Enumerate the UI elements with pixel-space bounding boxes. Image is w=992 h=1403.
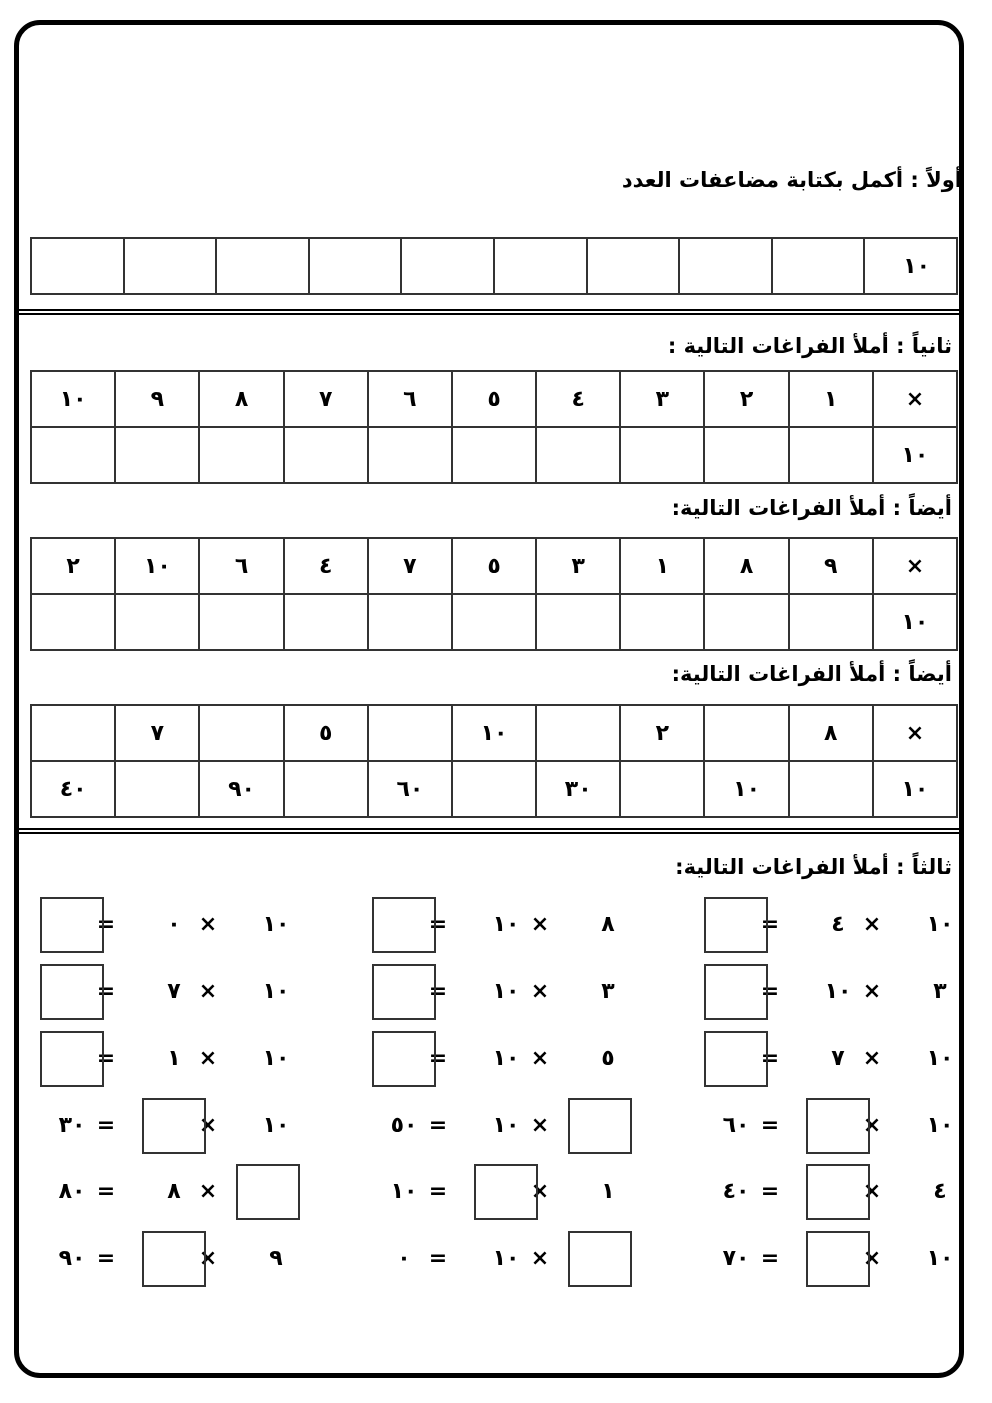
value-cell: ٥	[284, 705, 368, 761]
blank-cell[interactable]	[115, 427, 199, 483]
fill-table-2	[30, 537, 958, 651]
equation-number: ٤	[831, 912, 845, 937]
fill-table-3	[30, 704, 958, 818]
equation-number: ١٠	[492, 1046, 520, 1071]
section5-title: ثالثاً : أملأ الفراغات التالية:	[675, 855, 952, 879]
blank-cell[interactable]	[704, 427, 788, 483]
equation-number: ٨	[167, 1179, 181, 1204]
equation-row	[664, 1031, 964, 1087]
blank-cell[interactable]	[284, 427, 368, 483]
blank-cell[interactable]	[704, 705, 788, 761]
value-cell: ١٠	[873, 427, 957, 483]
equation-number: ٧	[167, 979, 181, 1004]
blank-cell[interactable]	[620, 427, 704, 483]
equation-number: ١٠	[926, 912, 954, 937]
equation-row	[0, 897, 300, 953]
equation-number: ٣	[933, 979, 947, 1004]
equation-number: ١٠	[492, 1113, 520, 1138]
equals-sign: =	[760, 979, 780, 1004]
fill-table-1	[30, 370, 958, 484]
equation-number: ١٠	[926, 1046, 954, 1071]
equals-sign: =	[428, 1179, 448, 1204]
equals-sign: =	[96, 912, 116, 937]
times-sign: ×	[530, 1246, 550, 1271]
equals-sign: =	[760, 1179, 780, 1204]
equation-row	[664, 964, 964, 1020]
equation-number: ٥٠	[390, 1113, 418, 1138]
blank-cell[interactable]	[620, 761, 704, 817]
value-cell: ×	[873, 705, 957, 761]
times-sign: ×	[198, 979, 218, 1004]
blank-cell[interactable]	[587, 238, 680, 294]
equation-row	[332, 1231, 632, 1287]
answer-box[interactable]	[806, 1098, 870, 1154]
times-sign: ×	[198, 1113, 218, 1138]
equation-number: ٤	[933, 1179, 947, 1204]
equation-number: ١٠	[262, 1113, 290, 1138]
equals-sign: =	[428, 1246, 448, 1271]
value-cell: ٥	[452, 538, 536, 594]
answer-box[interactable]	[142, 1098, 206, 1154]
equation-number: ١٠	[262, 912, 290, 937]
equation-number: ١	[601, 1179, 615, 1204]
value-cell: ٤	[284, 538, 368, 594]
equation-row	[332, 1164, 632, 1220]
equation-number: ٣	[601, 979, 615, 1004]
value-cell: ١٠	[115, 538, 199, 594]
blank-cell[interactable]	[368, 427, 452, 483]
answer-box[interactable]	[40, 964, 104, 1020]
times-sign: ×	[530, 1179, 550, 1204]
equation-row	[332, 1031, 632, 1087]
equation-row	[664, 897, 964, 953]
value-cell: ٢	[620, 705, 704, 761]
equals-sign: =	[760, 1246, 780, 1271]
blank-cell[interactable]	[452, 427, 536, 483]
times-sign: ×	[862, 1046, 882, 1071]
equation-number: ٧٠	[722, 1246, 750, 1271]
equals-sign: =	[428, 979, 448, 1004]
value-cell: ×	[873, 538, 957, 594]
equation-number: ١٠	[926, 1246, 954, 1271]
equals-sign: =	[96, 979, 116, 1004]
equation-row	[332, 964, 632, 1020]
equation-row	[664, 1231, 964, 1287]
equals-sign: =	[760, 912, 780, 937]
blank-cell[interactable]	[199, 594, 283, 650]
multiples-table	[30, 237, 958, 295]
value-cell: ٩	[789, 538, 873, 594]
answer-box[interactable]	[142, 1231, 206, 1287]
equation-row	[0, 1098, 300, 1154]
equation-row	[0, 1031, 300, 1087]
blank-cell[interactable]	[31, 594, 115, 650]
blank-cell[interactable]	[309, 238, 402, 294]
section-divider	[18, 309, 964, 315]
blank-cell[interactable]	[772, 238, 865, 294]
value-cell: ٢	[704, 371, 788, 427]
equation-number: ١٠	[492, 1246, 520, 1271]
value-cell: ٩	[115, 371, 199, 427]
equation-number: ١٠	[492, 912, 520, 937]
blank-cell[interactable]	[284, 761, 368, 817]
answer-box[interactable]	[372, 897, 436, 953]
equals-sign: =	[96, 1179, 116, 1204]
blank-cell[interactable]	[452, 761, 536, 817]
blank-cell[interactable]	[494, 238, 587, 294]
blank-cell[interactable]	[199, 427, 283, 483]
value-cell: ٨	[704, 538, 788, 594]
blank-cell[interactable]	[789, 594, 873, 650]
blank-cell[interactable]	[704, 594, 788, 650]
value-cell: ١٠	[704, 761, 788, 817]
times-sign: ×	[530, 912, 550, 937]
value-cell: ١	[620, 538, 704, 594]
blank-cell[interactable]	[368, 705, 452, 761]
value-cell: ×	[873, 371, 957, 427]
equation-row	[0, 964, 300, 1020]
blank-cell[interactable]	[115, 761, 199, 817]
equation-number: ٤٠	[722, 1179, 750, 1204]
answer-box[interactable]	[40, 1031, 104, 1087]
value-cell: ٦	[368, 371, 452, 427]
equation-number: ٠	[397, 1246, 411, 1271]
equals-sign: =	[760, 1046, 780, 1071]
value-cell: ١٠	[452, 705, 536, 761]
section3-title: أيضاً : أملأ الفراغات التالية:	[671, 496, 952, 520]
blank-cell[interactable]	[124, 238, 217, 294]
times-sign: ×	[198, 1246, 218, 1271]
blank-cell[interactable]	[401, 238, 494, 294]
value-cell: ٧	[368, 538, 452, 594]
value-cell: ٨	[789, 705, 873, 761]
value-cell: ٩٠	[199, 761, 283, 817]
value-cell: ١٠	[31, 371, 115, 427]
times-sign: ×	[862, 1246, 882, 1271]
equation-number: ٠	[167, 912, 181, 937]
answer-box[interactable]	[704, 1031, 768, 1087]
blank-cell[interactable]	[452, 594, 536, 650]
equation-number: ١٠	[492, 979, 520, 1004]
times-sign: ×	[530, 979, 550, 1004]
blank-cell[interactable]	[216, 238, 309, 294]
answer-box[interactable]	[806, 1164, 870, 1220]
equation-number: ٨	[601, 912, 615, 937]
times-sign: ×	[862, 979, 882, 1004]
equals-sign: =	[96, 1046, 116, 1071]
equation-number: ٦٠	[722, 1113, 750, 1138]
value-cell: ٨	[199, 371, 283, 427]
section2-title: ثانياً : أملأ الفراغات التالية :	[667, 334, 952, 358]
equals-sign: =	[428, 1046, 448, 1071]
answer-box[interactable]	[372, 1031, 436, 1087]
blank-cell[interactable]	[620, 594, 704, 650]
answer-box[interactable]	[806, 1231, 870, 1287]
blank-cell[interactable]	[368, 594, 452, 650]
times-sign: ×	[530, 1113, 550, 1138]
blank-cell[interactable]	[536, 705, 620, 761]
blank-cell[interactable]	[284, 594, 368, 650]
value-cell: ٤٠	[31, 761, 115, 817]
equation-number: ٣٠	[58, 1113, 86, 1138]
value-cell: ١٠	[873, 761, 957, 817]
answer-box[interactable]	[40, 897, 104, 953]
answer-box[interactable]	[474, 1164, 538, 1220]
equation-number: ١٠	[262, 979, 290, 1004]
blank-cell[interactable]	[31, 238, 124, 294]
value-cell: ٧	[284, 371, 368, 427]
equation-number: ٥	[601, 1046, 615, 1071]
equation-row	[0, 1164, 300, 1220]
blank-cell[interactable]	[31, 427, 115, 483]
value-cell: ١	[789, 371, 873, 427]
value-cell: ٣	[620, 371, 704, 427]
equals-sign: =	[760, 1113, 780, 1138]
value-cell: ٤	[536, 371, 620, 427]
equation-row	[332, 1098, 632, 1154]
blank-cell[interactable]	[536, 594, 620, 650]
section-divider	[18, 828, 964, 834]
value-cell: ٦	[199, 538, 283, 594]
value-cell: ٥	[452, 371, 536, 427]
times-sign: ×	[198, 912, 218, 937]
section1-title: أولاً : أكمل بكتابة مضاعفات العدد	[621, 168, 962, 192]
value-cell: ٣٠	[536, 761, 620, 817]
section4-title: أيضاً : أملأ الفراغات التالية:	[671, 662, 952, 686]
equation-number: ١	[167, 1046, 181, 1071]
blank-cell[interactable]	[31, 705, 115, 761]
blank-cell[interactable]	[789, 427, 873, 483]
answer-box[interactable]	[372, 964, 436, 1020]
equation-number: ٩٠	[58, 1246, 86, 1271]
answer-box[interactable]	[704, 964, 768, 1020]
times-sign: ×	[862, 1113, 882, 1138]
blank-cell[interactable]	[679, 238, 772, 294]
equation-row	[332, 897, 632, 953]
equals-sign: =	[96, 1113, 116, 1138]
equals-sign: =	[96, 1246, 116, 1271]
blank-cell[interactable]	[536, 427, 620, 483]
blank-cell[interactable]	[199, 705, 283, 761]
times-sign: ×	[862, 912, 882, 937]
equals-sign: =	[428, 912, 448, 937]
answer-box[interactable]	[236, 1164, 300, 1220]
equation-number: ٧	[831, 1046, 845, 1071]
equals-sign: =	[428, 1113, 448, 1138]
value-cell: ٣	[536, 538, 620, 594]
times-sign: ×	[198, 1179, 218, 1204]
equation-number: ١٠	[390, 1179, 418, 1204]
value-cell: ١٠	[873, 594, 957, 650]
equation-number: ٨٠	[58, 1179, 86, 1204]
equation-number: ٩	[269, 1246, 283, 1271]
value-cell: ٧	[115, 705, 199, 761]
equation-number: ١٠	[262, 1046, 290, 1071]
answer-box[interactable]	[568, 1231, 632, 1287]
times-sign: ×	[530, 1046, 550, 1071]
answer-box[interactable]	[568, 1098, 632, 1154]
times-sign: ×	[198, 1046, 218, 1071]
equation-number: ١٠	[926, 1113, 954, 1138]
times-sign: ×	[862, 1179, 882, 1204]
value-cell: ٦٠	[368, 761, 452, 817]
value-cell: ٢	[31, 538, 115, 594]
equation-number: ١٠	[824, 979, 852, 1004]
equation-row	[664, 1164, 964, 1220]
equation-row	[0, 1231, 300, 1287]
blank-cell[interactable]	[789, 761, 873, 817]
value-cell: ١٠	[864, 238, 957, 294]
answer-box[interactable]	[704, 897, 768, 953]
equation-row	[664, 1098, 964, 1154]
blank-cell[interactable]	[115, 594, 199, 650]
